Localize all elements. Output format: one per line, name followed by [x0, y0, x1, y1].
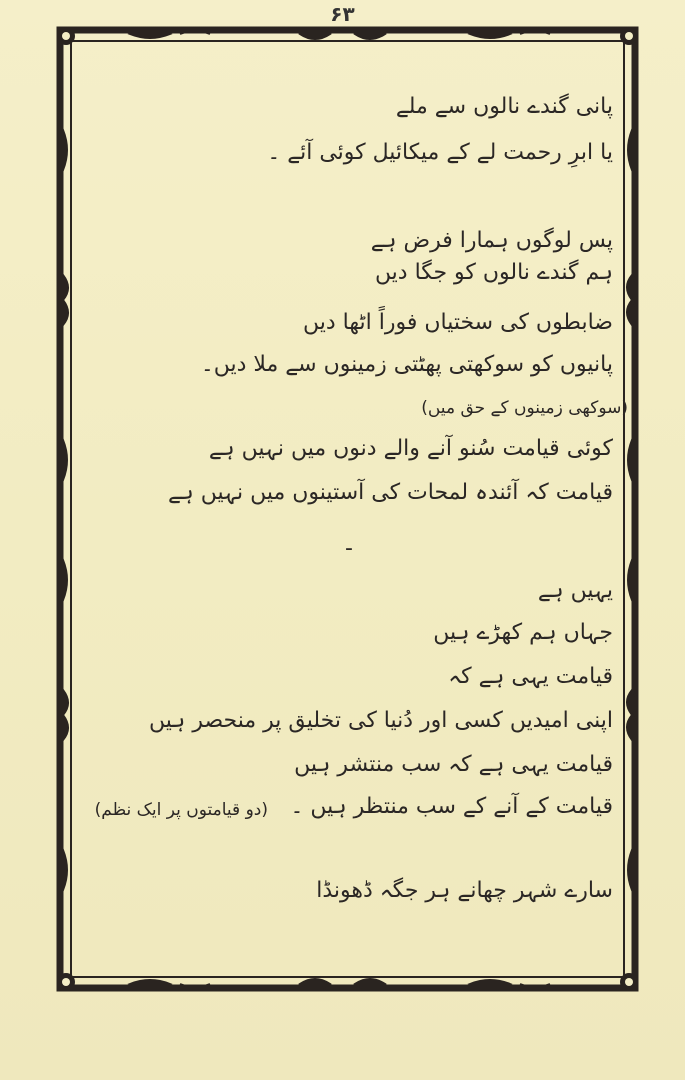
poem-line: قیامت کے آنے کے سب منتظر ہیں ۔	[290, 794, 613, 819]
poem-line: قیامت کہ آئندہ لمحات کی آستینوں میں نہیں ہے	[167, 480, 613, 505]
poem-line: یا ابرِ رحمت لے کے میکائیل کوئی آئے ۔	[267, 140, 613, 165]
corner-ornament-br	[620, 973, 638, 991]
poem-line: قیامت یہی ہے کہ	[448, 664, 613, 689]
corner-ornament-tr	[620, 27, 638, 45]
poem-line: یہیں ہے	[537, 578, 613, 603]
poem-line: پس لوگوں ہمارا فرض ہے	[370, 228, 613, 253]
poem-line: پانیوں کو سوکھتی پھٹتی زمینوں سے ملا دیں۔	[200, 352, 613, 377]
corner-ornament-tl	[57, 27, 75, 45]
poem-note: (سوکھی زمینوں کے حق میں)	[421, 398, 628, 418]
poem-line: ضابطوں کی سختیاں فوراً اٹھا دیں	[303, 310, 613, 335]
page-number: ۶۳	[330, 2, 355, 26]
poem-note: (دو قیامتوں پر ایک نظم)	[94, 800, 268, 820]
poem-line: جہاں ہم کھڑے ہیں	[433, 620, 613, 645]
poem-line: پانی گندے نالوں سے ملے	[395, 94, 613, 119]
poem-line: اپنی امیدیں کسی اور دُنیا کی تخلیق پر منحصر ہیں	[149, 708, 613, 733]
poem-line: ہم گندے نالوں کو جگا دیں	[374, 260, 613, 285]
poem-body	[88, 86, 628, 906]
section-dash: -	[345, 536, 353, 561]
poem-line: سارے شہر چھانے ہر جگہ ڈھونڈا	[316, 878, 613, 903]
poem-line: قیامت یہی ہے کہ سب منتشر ہیں	[294, 752, 613, 777]
poem-line: کوئی قیامت سُنو آنے والے دنوں میں نہیں ہے	[208, 436, 613, 461]
corner-ornament-bl	[57, 973, 75, 991]
